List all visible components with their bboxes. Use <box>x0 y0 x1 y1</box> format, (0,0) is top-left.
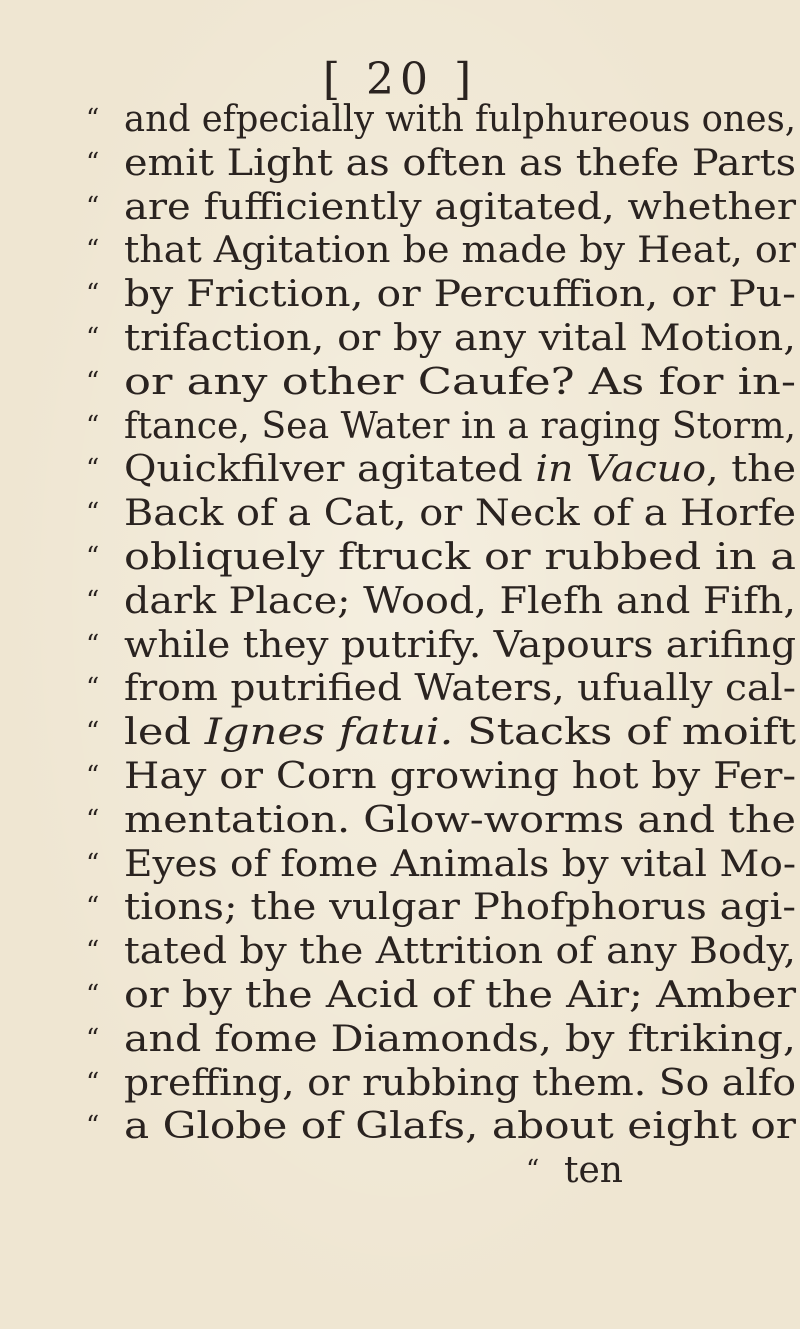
quote-mark: “ <box>86 936 100 967</box>
text-line <box>86 799 796 843</box>
line-text <box>124 667 796 711</box>
text-run: while they putrify. Vapours arifing <box>124 624 796 666</box>
text-line <box>86 492 796 536</box>
text-run: tated by the Attrition of any Body, <box>124 931 796 973</box>
text-line <box>86 317 796 361</box>
quote-mark: “ <box>86 585 100 616</box>
line-text <box>124 361 796 405</box>
quote-mark: “ <box>86 673 100 704</box>
text-line <box>86 711 796 755</box>
text-line <box>86 1105 796 1149</box>
text-line <box>86 186 796 230</box>
text-run: trifaction, or by any vital Motion, <box>124 317 796 359</box>
quote-mark: “ <box>86 541 100 572</box>
quote-mark: “ <box>526 1155 540 1186</box>
text-run: a Globe of Glafs, about eight or <box>124 1106 796 1148</box>
text-run: preffing, or rubbing them. So alfo <box>124 1062 796 1104</box>
line-text <box>564 1149 623 1193</box>
text-line <box>86 448 797 492</box>
text-line <box>86 142 796 186</box>
line-text <box>124 974 796 1018</box>
quote-mark: “ <box>86 804 100 835</box>
line-text <box>124 1018 796 1062</box>
line-text <box>124 536 796 580</box>
line-text <box>124 448 796 492</box>
quote-mark: “ <box>86 279 100 310</box>
text-run: ftance, Sea Water in a raging Storm, <box>124 405 796 447</box>
text-line <box>86 580 796 624</box>
text-line <box>86 1018 796 1062</box>
text-run: , the <box>706 449 797 491</box>
text-run: tions; the vulgar Phofphorus agi- <box>124 887 797 929</box>
line-text <box>124 273 796 317</box>
text-line <box>86 886 797 930</box>
text-line <box>86 755 796 799</box>
quote-mark: “ <box>86 1023 100 1054</box>
line-text <box>124 711 796 755</box>
quote-mark: “ <box>86 892 100 923</box>
italic-text: Ignes fatui. <box>204 712 454 754</box>
line-text <box>124 1062 796 1106</box>
text-run: and efpecially with fulphureous ones, <box>124 99 796 140</box>
line-text <box>124 317 796 361</box>
text-run: Back of a Cat, or Neck of a Horfe <box>124 493 796 535</box>
text-line <box>86 1062 796 1106</box>
text-line <box>86 624 796 668</box>
text-line <box>86 536 796 580</box>
text-line <box>86 229 796 273</box>
line-text <box>124 843 796 887</box>
quote-mark: “ <box>86 322 100 353</box>
line-text <box>124 799 796 843</box>
text-line <box>86 930 796 974</box>
line-text <box>124 886 796 930</box>
quote-mark: “ <box>86 410 100 441</box>
italic-text: in Vacuo <box>535 449 707 491</box>
text-run: Eyes of fome Animals by vital Mo- <box>124 843 796 885</box>
line-text <box>124 98 796 142</box>
line-text <box>124 930 796 974</box>
text-line <box>86 974 796 1018</box>
text-run: Hay or Corn growing hot by Fer- <box>124 755 796 797</box>
text-line <box>86 1149 766 1193</box>
text-line <box>86 273 796 317</box>
line-text <box>124 229 796 273</box>
text-line <box>86 405 796 449</box>
line-text <box>124 580 796 624</box>
text-run: from putrified Waters, ufually cal- <box>124 668 796 710</box>
text-run: Quickfilver agitated <box>124 449 536 491</box>
quote-mark: “ <box>86 147 100 178</box>
text-run: Stacks of moift <box>453 712 796 754</box>
text-line <box>86 98 796 142</box>
text-run: and fome Diamonds, by ftriking, <box>124 1018 796 1060</box>
line-text <box>124 142 796 186</box>
text-line <box>86 361 797 405</box>
line-text <box>124 1105 796 1149</box>
line-text <box>124 492 796 536</box>
text-line <box>86 667 796 711</box>
quote-mark: “ <box>86 454 100 485</box>
text-run: or by the Acid of the Air; Amber <box>124 974 796 1016</box>
quote-mark: “ <box>86 760 100 791</box>
text-run: that Agitation be made by Heat, or <box>124 230 796 272</box>
line-text <box>124 755 796 799</box>
quote-mark: “ <box>86 1067 100 1098</box>
text-run: mentation. Glow-worms and the <box>124 799 796 841</box>
quote-mark: “ <box>86 104 100 134</box>
line-text <box>124 624 796 668</box>
page-number: [ 20 ] <box>322 54 478 105</box>
text-run: by Friction, or Percuffion, or Pu- <box>124 274 796 316</box>
line-text <box>124 186 796 230</box>
quote-mark: “ <box>86 717 100 748</box>
text-run: emit Light as often as thefe Parts <box>124 142 796 184</box>
text-run: obliquely ftruck or rubbed in a <box>124 536 796 578</box>
body-text <box>86 98 797 1193</box>
text-run: ten <box>564 1150 623 1192</box>
text-run: are fufficiently agitated, whether <box>124 186 796 228</box>
quote-mark: “ <box>86 629 100 660</box>
quote-mark: “ <box>86 498 100 529</box>
quote-mark: “ <box>86 979 100 1010</box>
line-text <box>124 405 796 449</box>
quote-mark: “ <box>86 1111 100 1142</box>
text-run: or any other Caufe? As for in- <box>124 361 797 403</box>
quote-mark: “ <box>86 191 100 222</box>
quote-mark: “ <box>86 848 100 879</box>
text-line <box>86 843 796 887</box>
text-run: dark Place; Wood, Flefh and Fifh, <box>124 580 796 622</box>
quote-mark: “ <box>86 235 100 266</box>
quote-mark: “ <box>86 366 100 397</box>
text-run: led <box>124 712 205 754</box>
